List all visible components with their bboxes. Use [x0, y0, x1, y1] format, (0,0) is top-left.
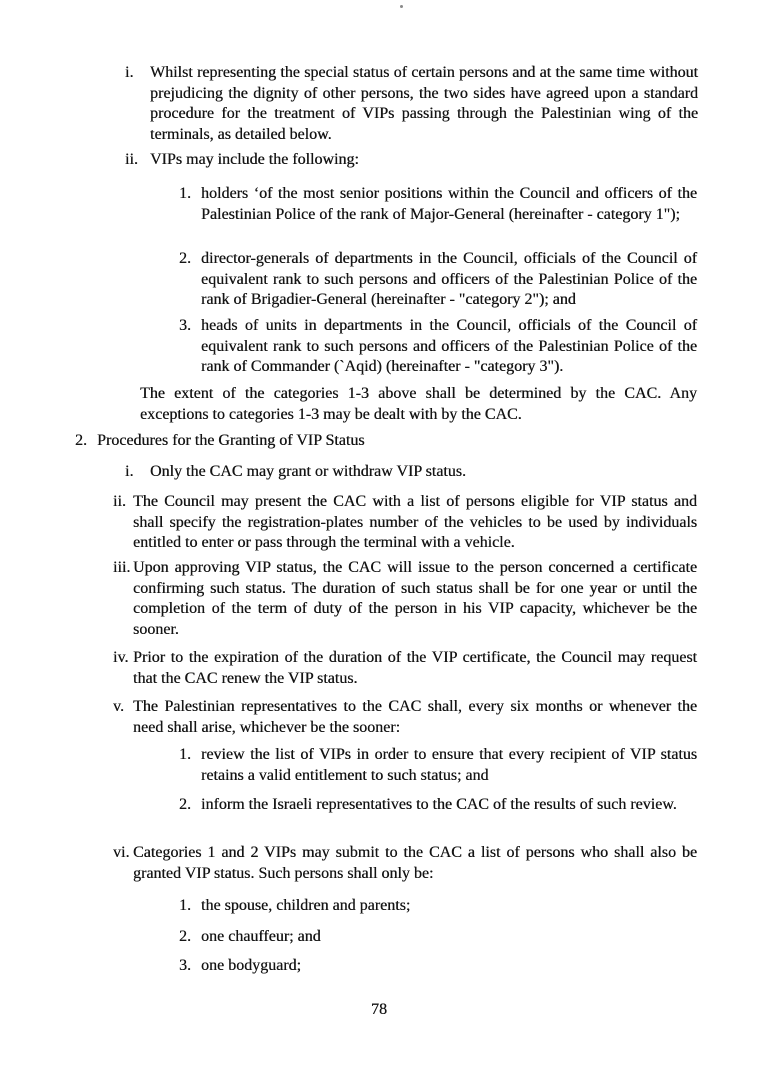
sublist-item-3 [179, 316, 697, 378]
item-marker: 3. [179, 957, 191, 974]
list-item-2-vi [113, 843, 697, 884]
page-number: 78 [371, 1001, 387, 1018]
sublist-vi-2 [179, 927, 697, 948]
item-text: holders ʻof the most senior positions within the Council and officers of the Palestinian Police of the rank of Major-General (hereinafter - category 1"); [201, 185, 697, 223]
sublist-v-1 [179, 745, 697, 786]
item-marker: i. [125, 64, 134, 81]
item-marker: 2. [179, 928, 191, 945]
item-marker: ii. [125, 151, 138, 168]
item-marker: ii. [113, 493, 126, 510]
paragraph-text: The extent of the categories 1-3 above shall be determined by the CAC. Any exceptions to categories 1-3 may be dealt with by the CAC. [140, 385, 697, 423]
item-text: The Palestinian representatives to the CAC shall, every six months or whenever the need shall arise, whichever be the sooner: [133, 698, 697, 736]
item-text: one bodyguard; [201, 957, 301, 974]
list-item-2-v [113, 697, 697, 738]
sublist-item-1 [179, 184, 697, 225]
list-item-2-i [125, 462, 698, 483]
item-text: inform the Israeli representatives to the CAC of the results of such review. [201, 796, 677, 813]
scan-speck [400, 5, 403, 8]
item-text: Upon approving VIP status, the CAC will issue to the person concerned a certificate confirming such status. The duration of such status shall be for one year or until the completion of the term of duty of the person in his VIP capacity, whichever be the sooner. [133, 559, 697, 638]
list-item-i [125, 63, 698, 145]
item-text: the spouse, children and parents; [201, 897, 411, 914]
closing-paragraph [140, 384, 697, 425]
item-marker: 2. [179, 796, 191, 813]
item-marker: vi. [113, 844, 130, 861]
list-item-2-iv [113, 648, 697, 689]
section-title: Procedures for the Granting of VIP Status [97, 432, 365, 449]
item-text: Prior to the expiration of the duration of the VIP certificate, the Council may request that the CAC renew the VIP status. [133, 649, 697, 687]
item-text: Categories 1 and 2 VIPs may submit to the CAC a list of persons who shall also be granted VIP status. Such persons shall only be: [133, 844, 697, 882]
item-marker: 3. [179, 317, 191, 334]
section-number: 2. [75, 432, 87, 449]
sublist-vi-1 [179, 896, 697, 917]
item-marker: iii. [113, 559, 131, 576]
item-text: Whilst representing the special status of certain persons and at the same time without prejudicing the dignity of other persons, the two sides have agreed upon a standard procedure for the treatment of VIPs passing through the Palestinian wing of the terminals, as detailed below. [150, 64, 698, 143]
item-text: VIPs may include the following: [150, 151, 359, 168]
item-text: director-generals of departments in the Council, officials of the Council of equivalent rank to such persons and officers of the Palestinian Police of the rank of Brigadier-General (hereinafter - "category 2"); and [201, 250, 697, 308]
sublist-v-2 [179, 795, 697, 816]
item-marker: iv. [113, 649, 129, 666]
item-text: review the list of VIPs in order to ensure that every recipient of VIP status retains a valid entitlement to such status; and [201, 746, 697, 784]
list-item-2-ii [113, 492, 697, 554]
item-marker: 1. [179, 897, 191, 914]
item-marker: 1. [179, 746, 191, 763]
list-item-2-iii [113, 558, 697, 640]
list-item-ii [125, 150, 698, 171]
item-marker: v. [113, 698, 124, 715]
item-marker: i. [125, 463, 134, 480]
item-text: Only the CAC may grant or withdraw VIP status. [150, 463, 466, 480]
item-text: one chauffeur; and [201, 928, 321, 945]
sublist-item-2 [179, 249, 697, 311]
sublist-vi-3 [179, 956, 697, 977]
section-2-heading [75, 431, 365, 452]
item-marker: 2. [179, 250, 191, 267]
item-marker: 1. [179, 185, 191, 202]
item-text: heads of units in departments in the Council, officials of the Council of equivalent rank to such persons and officers of the Palestinian Police of the rank of Commander (`Aqid) (hereinafter - "category 3"). [201, 317, 697, 375]
item-text: The Council may present the CAC with a list of persons eligible for VIP status and shall specify the registration-plates number of the vehicles to be used by individuals entitled to enter or pass through the terminal with a vehicle. [133, 493, 697, 551]
